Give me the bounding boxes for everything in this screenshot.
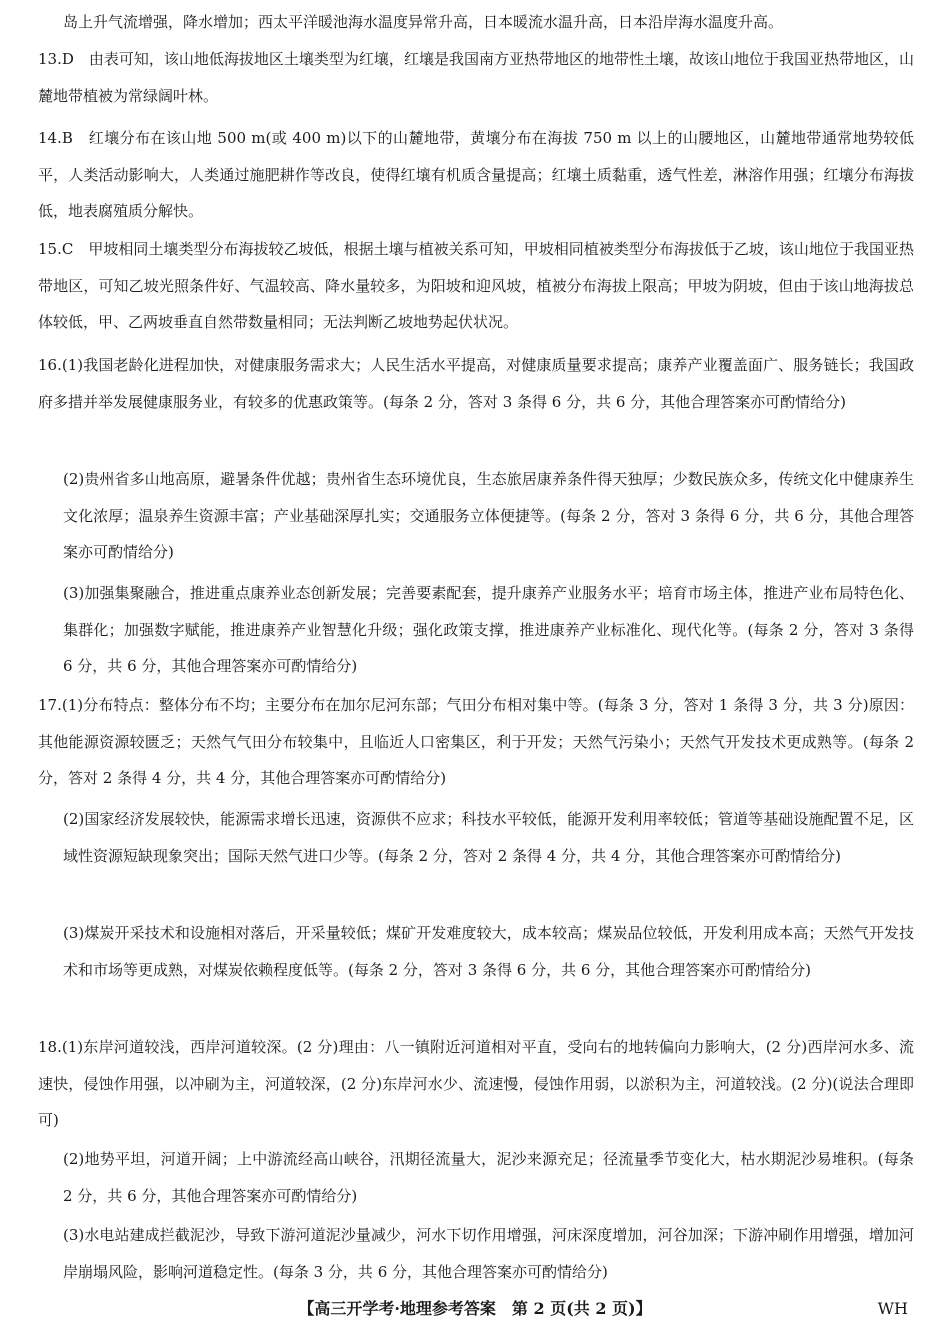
question-number: 15.C xyxy=(38,240,74,258)
answer-text: (2)国家经济发展较快，能源需求增长迅速，资源供不应求；科技水平较低，能源开发利用率较低；管道等基础设施配置不足，区域性资源短缺现象突出；国际天然气进口少等。(每条 2 分，答对 2 条得 4 分，共 4 分，其他合理答案亦可酌情给分) xyxy=(63,810,914,865)
answer-text: (3)加强集聚融合，推进重点康养业态创新发展；完善要素配套，提升康养产业服务水平；培育市场主体，推进产业布局特色化、集群化；加强数字赋能，推进康养产业智慧化升级；强化政策支撑，推进康养产业标准化、现代化等。(每条 2 分，答对 3 条得 6 分，共 6 分，其他合理答案亦可酌情给分) xyxy=(63,584,914,676)
answer-13 xyxy=(38,41,914,114)
question-number: 16. xyxy=(38,356,62,374)
question-number: 14.B xyxy=(38,129,73,147)
question-number: 18. xyxy=(38,1038,62,1056)
answer-continuation xyxy=(63,4,914,41)
answer-text: (1)分布特点：整体分布不均；主要分布在加尔尼河东部；气田分布相对集中等。(每条 3 分，答对 1 条得 3 分，共 3 分)原因：其他能源资源较匮乏；天然气气田分布较集中，且临近人口密集区，利于开发；天然气污染小；天然气开发技术更成熟等。(每条 2 分，答对 2 条得 4 分，共 4 分，其他合理答案亦可酌情给分) xyxy=(38,696,914,788)
answer-text: 红壤分布在该山地 500 m(或 400 m)以下的山麓地带，黄壤分布在海拔 750 m 以上的山腰地区，山麓地带通常地势较低平，人类活动影响大，人类通过施肥耕作等改良，使得红壤有机质含量提高；红壤土质黏重，透气性差，淋溶作用强；红壤分布海拔低，地表腐殖质分解快。 xyxy=(38,129,914,221)
answer-18-1 xyxy=(38,1029,914,1139)
answer-17-3 xyxy=(63,915,914,988)
question-number: 13.D xyxy=(38,50,74,68)
answer-18-3 xyxy=(63,1217,914,1290)
answer-text: (2)贵州省多山地高原，避暑条件优越；贵州省生态环境优良，生态旅居康养条件得天独厚；少数民族众多，传统文化中健康养生文化浓厚；温泉养生资源丰富；产业基础深厚扎实；交通服务立体便捷等。(每条 2 分，答对 3 条得 6 分，共 6 分，其他合理答案亦可酌情给分) xyxy=(63,470,914,562)
answer-17-1 xyxy=(38,687,914,797)
answer-15 xyxy=(38,231,914,341)
answer-16-1 xyxy=(38,347,914,420)
footer-title: 【高三开学考·地理参考答案 第 2 页(共 2 页)】 xyxy=(298,1299,652,1318)
answer-text: 岛上升气流增强，降水增加；西太平洋暖池海水温度异常升高，日本暖流水温升高，日本沿岸海水温度升高。 xyxy=(63,13,784,31)
answer-16-3 xyxy=(63,575,914,685)
answer-17-2 xyxy=(63,801,914,874)
question-number: 17. xyxy=(38,696,62,714)
answer-text: (2)地势平坦，河道开阔；上中游流经高山峡谷，汛期径流量大，泥沙来源充足；径流量季节变化大，枯水期泥沙易堆积。(每条 2 分，共 6 分，其他合理答案亦可酌情给分) xyxy=(63,1150,914,1205)
answer-16-2 xyxy=(63,461,914,571)
answer-18-2 xyxy=(63,1141,914,1214)
footer-code: WH xyxy=(877,1299,908,1318)
answer-text: (1)东岸河道较浅，西岸河道较深。(2 分)理由：八一镇附近河道相对平直，受向右的地转偏向力影响大，(2 分)西岸河水多、流速快，侵蚀作用强，以冲刷为主，河道较深，(2 分)东岸河水少、流速慢，侵蚀作用弱，以淤积为主，河道较浅。(2 分)(说法合理即可) xyxy=(38,1038,914,1130)
answer-text: 甲坡相同土壤类型分布海拔较乙坡低，根据土壤与植被关系可知，甲坡相同植被类型分布海拔低于乙坡，该山地位于我国亚热带地区，可知乙坡光照条件好、气温较高、降水量较多，为阳坡和迎风坡，植被分布海拔上限高；甲坡为阴坡，但由于该山地海拔总体较低，甲、乙两坡垂直自然带数量相同；无法判断乙坡地势起伏状况。 xyxy=(38,240,914,332)
page-footer xyxy=(0,1294,950,1324)
answer-text: (3)水电站建成拦截泥沙，导致下游河道泥沙量减少，河水下切作用增强，河床深度增加，河谷加深；下游冲刷作用增强，增加河岸崩塌风险，影响河道稳定性。(每条 3 分，共 6 分，其他合理答案亦可酌情给分) xyxy=(63,1226,914,1281)
answer-text: (1)我国老龄化进程加快，对健康服务需求大；人民生活水平提高，对健康质量要求提高；康养产业覆盖面广、服务链长；我国政府多措并举发展健康服务业，有较多的优惠政策等。(每条 2 分，答对 3 条得 6 分，共 6 分，其他合理答案亦可酌情给分) xyxy=(38,356,914,411)
answer-text: (3)煤炭开采技术和设施相对落后，开采量较低；煤矿开发难度较大，成本较高；煤炭品位较低，开发利用成本高；天然气开发技术和市场等更成熟，对煤炭依赖程度低等。(每条 2 分，答对 3 条得 6 分，共 6 分，其他合理答案亦可酌情给分) xyxy=(63,924,914,979)
answer-text: 由表可知，该山地低海拔地区土壤类型为红壤，红壤是我国南方亚热带地区的地带性土壤，故该山地位于我国亚热带地区，山麓地带植被为常绿阔叶林。 xyxy=(38,50,914,105)
answer-14 xyxy=(38,120,914,230)
